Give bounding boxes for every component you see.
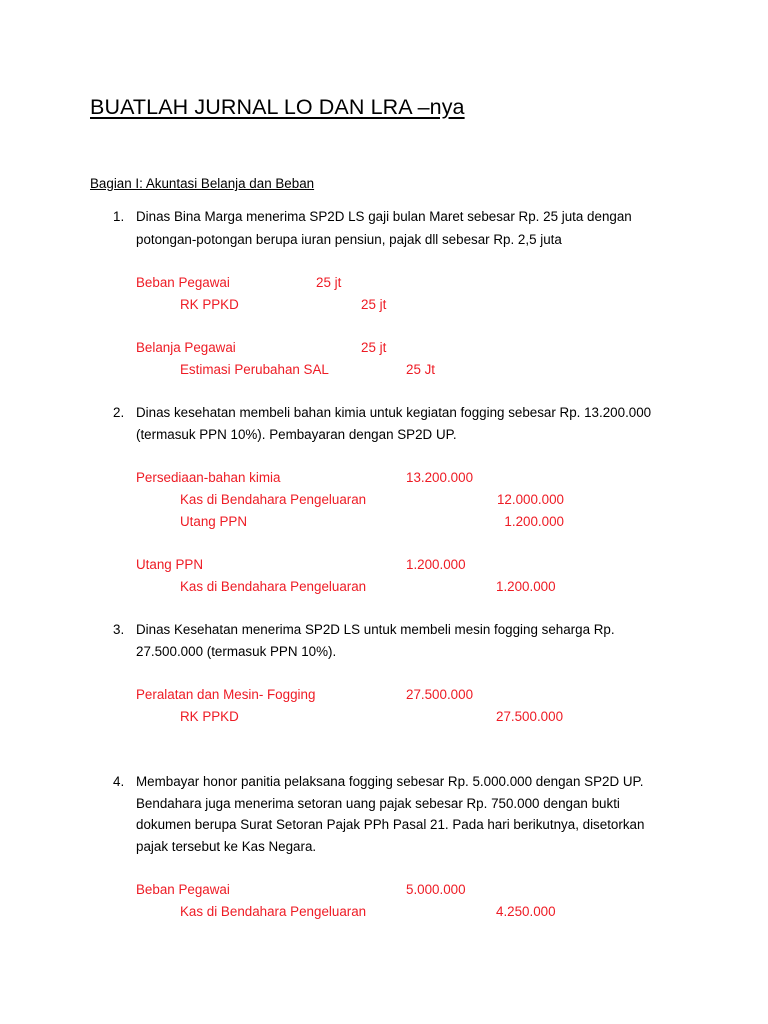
credit-amount: 12.000.000 — [496, 492, 564, 507]
debit-account: Peralatan dan Mesin- Fogging — [136, 687, 316, 702]
question-line: pajak tersebut ke Kas Negara. — [136, 839, 317, 854]
section-heading: Bagian I: Akuntasi Belanja dan Beban — [90, 176, 315, 191]
credit-account: Kas di Bendahara Pengeluaran — [180, 492, 367, 507]
debit-amount: 1.200.000 — [406, 557, 466, 572]
item-number: 4. — [113, 774, 125, 789]
item-number: 2. — [113, 405, 125, 420]
credit-amount: 1.200.000 — [496, 579, 556, 594]
credit-amount: 25 jt — [361, 297, 387, 312]
item-number: 3. — [113, 622, 125, 637]
credit-amount: 27.500.000 — [496, 709, 564, 724]
credit-account: Utang PPN — [180, 514, 247, 529]
question-line: Membayar honor panitia pelaksana fogging sebesar Rp. 5.000.000 dengan SP2D UP. — [136, 774, 644, 789]
credit-amount: 4.250.000 — [496, 904, 556, 919]
debit-account: Utang PPN — [136, 557, 203, 572]
item-number: 1. — [113, 209, 125, 224]
credit-account: RK PPKD — [180, 297, 239, 312]
credit-account: Kas di Bendahara Pengeluaran — [180, 579, 367, 594]
question-line: Bendahara juga menerima setoran uang pajak sebesar Rp. 750.000 dengan bukti — [136, 796, 620, 811]
credit-amount: 1.200.000 — [504, 514, 564, 529]
question-line: 27.500.000 (termasuk PPN 10%). — [136, 644, 337, 659]
question-line: dokumen berupa Surat Setoran Pajak PPh Pasal 21. Pada hari berikutnya, disetorkan — [136, 817, 645, 832]
question-line: Dinas kesehatan membeli bahan kimia untuk kegiatan fogging sebesar Rp. 13.200.000 — [136, 405, 652, 420]
debit-account: Beban Pegawai — [136, 882, 230, 897]
debit-account: Beban Pegawai — [136, 275, 230, 290]
document-title: BUATLAH JURNAL LO DAN LRA –nya — [90, 95, 465, 119]
credit-account: Kas di Bendahara Pengeluaran — [180, 904, 367, 919]
debit-amount: 25 jt — [316, 275, 342, 290]
question-line: Dinas Kesehatan menerima SP2D LS untuk membeli mesin fogging seharga Rp. — [136, 622, 615, 637]
debit-amount: 13.200.000 — [406, 470, 474, 485]
debit-amount: 27.500.000 — [406, 687, 474, 702]
credit-amount: 25 Jt — [406, 362, 436, 377]
debit-amount: 25 jt — [361, 340, 387, 355]
question-line: Dinas Bina Marga menerima SP2D LS gaji bulan Maret sebesar Rp. 25 juta dengan — [136, 209, 632, 224]
credit-account: Estimasi Perubahan SAL — [180, 362, 329, 377]
question-line: potongan-potongan berupa iuran pensiun, pajak dll sebesar Rp. 2,5 juta — [136, 232, 562, 247]
credit-account: RK PPKD — [180, 709, 239, 724]
debit-amount: 5.000.000 — [406, 882, 466, 897]
debit-account: Belanja Pegawai — [136, 340, 236, 355]
debit-account: Persediaan-bahan kimia — [136, 470, 281, 485]
question-line: (termasuk PPN 10%). Pembayaran dengan SP2D UP. — [136, 427, 457, 442]
